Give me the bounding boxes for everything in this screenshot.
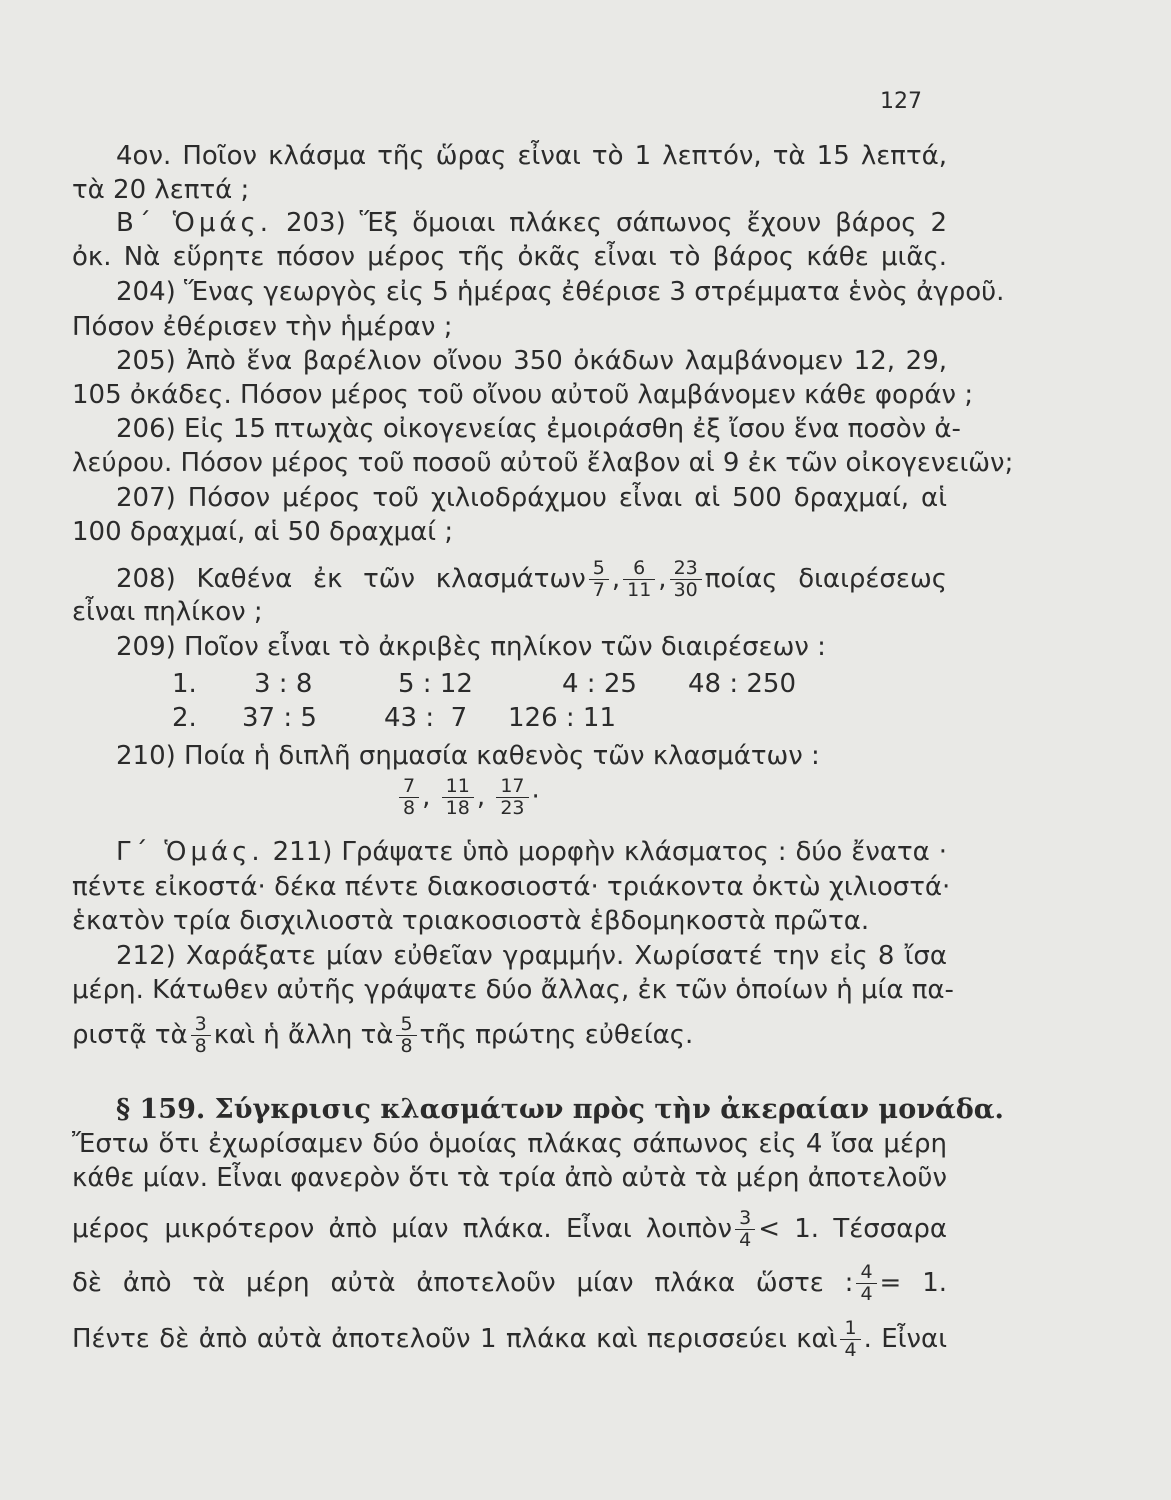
fraction-separator: , <box>476 782 486 812</box>
fraction-23-30 <box>670 558 702 601</box>
group-b-label: Β΄ Ὁμάς. <box>116 208 273 238</box>
fraction-11-18 <box>442 776 474 819</box>
section-159-line-4-b: = 1. <box>879 1268 948 1298</box>
problem-212-line-1: 212) Χαράξατε μίαν εὐθεῖαν γραμμήν. Χωρίσατέ την εἰς 8 ἴσα <box>116 941 947 971</box>
fraction-7-8 <box>399 776 419 819</box>
problem-212-line-3 <box>72 1014 947 1057</box>
problem-203-line-2: ὀκ. Νὰ εὕρητε πόσον μέρος τῆς ὀκᾶς εἶναι τὸ βάρος κάθε μιᾶς. <box>72 242 947 272</box>
problem-205-line-1: 205) Ἀπὸ ἕνα βαρέλιον οἴνου 350 ὀκάδων λαμβάνομεν 12, 29, <box>116 346 947 376</box>
division-row-1-c: 4 : 25 <box>562 669 637 699</box>
division-row-2-c: 126 : 11 <box>508 703 616 733</box>
problem-211-line-1 <box>116 836 947 868</box>
section-159-line-3-b: < 1. Τέσσαρα <box>758 1214 947 1244</box>
problem-207-line-1: 207) Πόσον μέρος τοῦ χιλιοδράχμου εἶναι αἱ 500 δραχμαί, αἱ <box>116 483 947 513</box>
section-159-line-3-a: μέρος μικρότερον ἀπὸ μίαν πλάκα. Εἶναι λοιπὸν <box>72 1214 733 1244</box>
fraction-3-8 <box>191 1014 211 1057</box>
fraction-numerator: 7 <box>403 775 416 797</box>
problem-208-lead: 208) Καθένα ἐκ τῶν κλασμάτων <box>116 564 586 594</box>
group-c-label: Γ΄ Ὁμάς. <box>116 837 264 867</box>
fraction-denominator: 18 <box>442 797 474 819</box>
problem-211-text: 211) Γράψατε ὑπὸ μορφὴν κλάσματος : δύο ἔνατα · <box>272 837 947 867</box>
fraction-denominator: 4 <box>856 1283 876 1305</box>
problem-211-line-3: ἑκατὸν τρία δισχιλιοστὰ τριακοσιοστὰ ἑβδομηκοστὰ πρῶτα. <box>72 906 870 936</box>
fraction-denominator: 8 <box>396 1035 416 1057</box>
division-row-1-a: 3 : 8 <box>254 669 313 699</box>
fraction-numerator: 1 <box>844 1317 857 1339</box>
section-159-line-1: Ἔστω ὅτι ἐχωρίσαμεν δύο ὁμοίας πλάκας σάπωνος εἰς 4 ἴσα μέρη <box>72 1129 947 1159</box>
fraction-4-4 <box>856 1262 876 1305</box>
fraction-5-7 <box>589 558 609 601</box>
section-159-line-3 <box>72 1208 947 1251</box>
problem-206-line-1: 206) Εἰς 15 πτωχὰς οἰκογενείας ἐμοιράσθη ἐξ ἴσου ἕνα ποσὸν ἀ- <box>116 414 961 444</box>
problem-208-tail: ποίας διαιρέσεως <box>704 564 947 594</box>
fraction-1-4 <box>840 1318 860 1361</box>
division-row-2-a: 37 : 5 <box>242 703 317 733</box>
problem-208-line-2: εἶναι πηλίκον ; <box>72 597 263 627</box>
division-row-1-d: 48 : 250 <box>688 669 796 699</box>
problem-204-line-1: 204) Ἕνας γεωργὸς εἰς 5 ἡμέρας ἐθέρισε 3 στρέμματα ἑνὸς ἀγροῦ. <box>116 277 1005 307</box>
problem-212-part-a: ριστᾷ τὰ <box>72 1020 188 1050</box>
fraction-3-4 <box>735 1208 755 1251</box>
problem-207-line-2: 100 δραχμαί, αἱ 50 δραχμαί ; <box>72 517 454 547</box>
problem-203-text: 203) Ἕξ ὅμοιαι πλάκες σάπωνος ἔχουν βάρος 2 <box>285 208 948 238</box>
fraction-numerator: 11 <box>445 775 470 797</box>
fraction-separator: , <box>422 782 431 812</box>
problem-211-line-2: πέντε εἰκοστά· δέκα πέντε διακοσιοστά· τριάκοντα ὀκτὼ χιλιοστά· <box>72 872 951 902</box>
fraction-numerator: 23 <box>673 557 698 579</box>
exercise-4-line-1: 4ον. Ποῖον κλάσμα τῆς ὥρας εἶναι τὸ 1 λεπτόν, τὰ 15 λεπτά, <box>116 141 947 171</box>
section-159-line-5-b: . Εἶναι <box>863 1324 947 1354</box>
problem-206-line-2: λεύρου. Πόσον μέρος τοῦ ποσοῦ αὐτοῦ ἔλαβον αἱ 9 ἐκ τῶν οἰκογενειῶν; <box>72 448 1014 478</box>
fraction-17-23 <box>496 776 528 819</box>
fraction-separator: , <box>611 564 621 594</box>
fraction-6-11 <box>623 558 655 601</box>
fraction-numerator: 5 <box>592 557 605 579</box>
fraction-denominator: 7 <box>589 579 609 601</box>
fraction-denominator: 4 <box>840 1339 860 1361</box>
problem-210-fractions <box>396 776 540 819</box>
division-row-2-index: 2. <box>172 703 197 733</box>
problem-210: 210) Ποία ἡ διπλῆ σημασία καθενὸς τῶν κλασμάτων : <box>116 741 820 771</box>
fraction-numerator: 3 <box>739 1207 752 1229</box>
division-row-1-b: 5 : 12 <box>398 669 473 699</box>
fraction-separator: , <box>658 564 667 594</box>
fraction-numerator: 5 <box>400 1013 413 1035</box>
problem-205-line-2: 105 ὀκάδες. Πόσον μέρος τοῦ οἴνου αὐτοῦ λαμβάνομεν κάθε φοράν ; <box>72 380 974 410</box>
problem-212-part-b: καὶ ἡ ἄλλη τὰ <box>213 1020 394 1050</box>
fraction-numerator: 17 <box>500 775 525 797</box>
fraction-denominator: 8 <box>399 797 419 819</box>
section-159-line-2: κάθε μίαν. Εἶναι φανερὸν ὅτι τὰ τρία ἀπὸ αὐτὰ τὰ μέρη ἀποτελοῦν <box>72 1163 947 1193</box>
problem-203-line-1 <box>116 207 947 239</box>
fraction-5-8 <box>396 1014 416 1057</box>
fraction-numerator: 6 <box>633 557 646 579</box>
section-159-heading: § 159. Σύγκρισις κλασμάτων πρὸς τὴν ἀκεραίαν μονάδα. <box>116 1094 1004 1125</box>
problem-209: 209) Ποῖον εἶναι τὸ ἀκριβὲς πηλίκον τῶν διαιρέσεων : <box>116 632 826 662</box>
fraction-numerator: 4 <box>860 1261 873 1283</box>
division-row-1-index: 1. <box>172 669 197 699</box>
section-159-line-5-a: Πέντε δὲ ἀπὸ αὐτὰ ἀποτελοῦν 1 πλάκα καὶ περισσεύει καὶ <box>72 1324 838 1354</box>
section-159-line-5 <box>72 1318 947 1361</box>
section-159-line-4-a: δὲ ἀπὸ τὰ μέρη αὐτὰ ἀποτελοῦν μίαν πλάκα ὥστε : <box>72 1268 854 1298</box>
fraction-separator: · <box>531 782 540 812</box>
problem-204-line-2: Πόσον ἐθέρισεν τὴν ἡμέραν ; <box>72 312 453 342</box>
fraction-denominator: 11 <box>623 579 655 601</box>
section-159-line-4 <box>72 1262 947 1305</box>
problem-212-line-2: μέρη. Κάτωθεν αὐτῆς γράψατε δύο ἄλλας, ἐκ τῶν ὁποίων ἡ μία πα- <box>72 975 954 1005</box>
division-row-2-b: 43 : 7 <box>384 703 468 733</box>
fraction-numerator: 3 <box>194 1013 207 1035</box>
page-number: 127 <box>880 89 922 114</box>
fraction-denominator: 8 <box>191 1035 211 1057</box>
fraction-denominator: 23 <box>496 797 528 819</box>
exercise-4-line-2: τὰ 20 λεπτά ; <box>72 175 250 205</box>
problem-208-line-1 <box>116 558 947 601</box>
fraction-denominator: 30 <box>670 579 702 601</box>
fraction-denominator: 4 <box>735 1229 755 1251</box>
problem-212-part-c: τῆς πρώτης εὐθείας. <box>419 1020 694 1050</box>
